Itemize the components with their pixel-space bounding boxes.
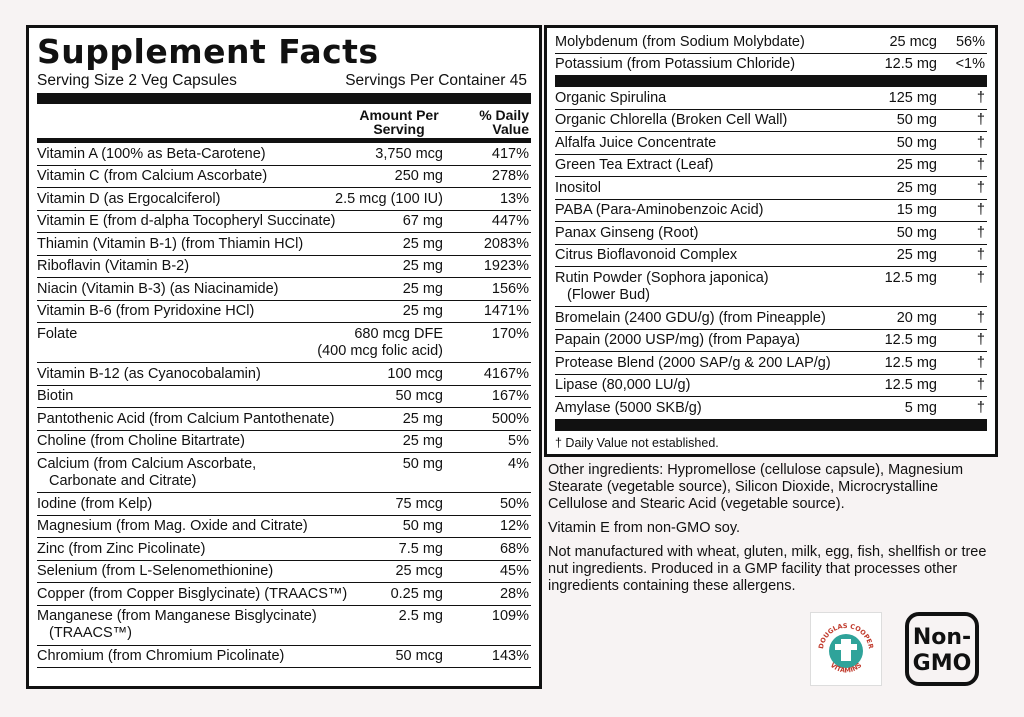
amount-per-serving: 50 mg — [896, 224, 937, 241]
nutrient-name: Vitamin B-12 (as Cyanocobalamin) — [37, 365, 261, 382]
nutrient-list-left — [37, 143, 531, 668]
amount-per-serving: 7.5 mg — [398, 540, 443, 557]
daily-value: † — [976, 399, 985, 416]
amount-per-serving: 2.5 mcg (100 IU) — [335, 190, 443, 207]
amount-per-serving: 25 mg — [896, 179, 937, 196]
amount-per-serving: 50 mg — [896, 112, 937, 128]
table-row — [37, 323, 531, 363]
nutrient-name: Vitamin E (from d-alpha Tocopheryl Succinate) — [37, 213, 336, 229]
table-row — [555, 31, 987, 54]
table-row — [37, 646, 531, 669]
table-row — [555, 307, 987, 330]
table-row — [555, 267, 987, 307]
amount-per-serving: 75 mcg — [395, 495, 443, 512]
daily-value: 5% — [508, 433, 529, 449]
vitamin-e-note: Vitamin E from non-GMO soy. — [548, 520, 741, 536]
footnote: † Daily Value not established. — [555, 435, 719, 450]
allergen-note: Not manufactured with wheat, gluten, milk, egg, fish, shellfish or tree nut ingredients. Produced in a GMP facility that processes other ingredients containing these allergens. — [548, 544, 987, 594]
nutrient-name: Organic Chlorella (Broken Cell Wall) — [555, 112, 788, 128]
amount-per-serving: 250 mg — [394, 168, 443, 184]
svg-text:DOUGLAS COOPER: DOUGLAS COOPER — [817, 621, 875, 650]
daily-value: † — [976, 332, 985, 348]
daily-value: 143% — [491, 648, 529, 664]
nutrient-name: Alfalfa Juice Concentrate — [555, 134, 717, 151]
daily-value: 12% — [499, 518, 529, 534]
daily-value: † — [976, 354, 985, 371]
nutrient-name: Vitamin B-6 (from Pyridoxine HCl) — [37, 303, 255, 319]
ingredient-notes — [548, 462, 998, 602]
serving-info — [37, 72, 531, 90]
daily-value: 1471% — [483, 303, 529, 319]
nutrient-name: Folate — [37, 325, 78, 342]
non-gmo-badge: Non- GMO — [905, 612, 979, 686]
table-row — [37, 386, 531, 409]
daily-value: 167% — [491, 388, 529, 404]
daily-value: <1% — [955, 56, 985, 72]
table-row — [37, 301, 531, 324]
amount-per-serving: 12.5 mg — [884, 354, 937, 371]
table-row — [37, 166, 531, 189]
daily-value: 4167% — [483, 365, 529, 382]
amount-per-serving: 3,750 mcg — [375, 145, 443, 162]
amount-per-serving: 25 mg — [402, 410, 443, 427]
amount-per-serving: 67 mg — [402, 213, 443, 229]
nutrient-name-continued: Carbonate and Citrate) — [49, 472, 197, 489]
table-row — [37, 188, 531, 211]
nutrient-name: Green Tea Extract (Leaf) — [555, 157, 714, 173]
amount-per-serving: 25 mcg — [395, 563, 443, 579]
table-row — [37, 143, 531, 166]
amount-per-serving: 25 mg — [402, 258, 443, 274]
column-header — [37, 104, 531, 138]
nutrient-name: Protease Blend (2000 SAP/g & 200 LAP/g) — [555, 354, 831, 371]
table-row — [555, 54, 987, 77]
nutrient-name: Potassium (from Potassium Chloride) — [555, 56, 796, 72]
amount-per-serving: 50 mg — [896, 134, 937, 151]
amount-per-serving: 5 mg — [904, 399, 937, 416]
table-row — [37, 256, 531, 279]
nutrient-name: Organic Spirulina — [555, 89, 667, 106]
table-row — [555, 397, 987, 420]
amount-per-serving: 50 mcg — [395, 648, 443, 664]
amount-per-serving: 25 mg — [896, 157, 937, 173]
nutrient-name: PABA (Para-Aminobenzoic Acid) — [555, 202, 764, 218]
daily-value: † — [976, 112, 985, 128]
amount-per-serving: 25 mcg — [889, 33, 937, 50]
servings-per-container: Servings Per Container 45 — [345, 72, 527, 89]
daily-value: † — [976, 157, 985, 173]
daily-value: 4% — [508, 455, 529, 472]
daily-value: 417% — [491, 145, 529, 162]
daily-value: † — [976, 89, 985, 106]
amount-per-serving: 12.5 mg — [884, 56, 937, 72]
page-title: Supplement Facts — [37, 32, 379, 71]
amount-per-serving: 15 mg — [896, 202, 937, 218]
daily-value: † — [976, 202, 985, 218]
nutrient-name: Manganese (from Manganese Bisglycinate) — [37, 608, 317, 624]
amount-per-serving: 25 mg — [402, 235, 443, 252]
nutrient-name: Thiamin (Vitamin B-1) (from Thiamin HCl) — [37, 235, 304, 252]
table-row — [555, 375, 987, 398]
table-row — [37, 561, 531, 584]
table-row — [37, 493, 531, 516]
amount-per-serving: 100 mcg — [387, 365, 443, 382]
table-row — [37, 408, 531, 431]
table-row — [37, 453, 531, 493]
nutrient-name: Riboflavin (Vitamin B-2) — [37, 258, 190, 274]
daily-value: 1923% — [483, 258, 529, 274]
serving-size: Serving Size 2 Veg Capsules — [37, 72, 237, 89]
table-row — [555, 222, 987, 245]
amount-per-serving: 0.25 mg — [390, 585, 443, 602]
daily-value: 109% — [491, 608, 529, 624]
other-ingredients: Other ingredients: Hypromellose (cellulose capsule), Magnesium Stearate (vegetable source), Silicon Dioxide, Microcrystalline Cellulose and Stearic Acid (vegetable source). — [548, 462, 964, 512]
nutrient-name: Pantothenic Acid (from Calcium Pantothenate) — [37, 410, 335, 427]
table-row — [555, 155, 987, 178]
table-row — [37, 278, 531, 301]
daily-value: † — [976, 224, 985, 241]
daily-value: † — [976, 309, 985, 326]
daily-value: 13% — [499, 190, 529, 207]
nutrient-name: Vitamin C (from Calcium Ascorbate) — [37, 168, 268, 184]
nutrient-name: Magnesium (from Mag. Oxide and Citrate) — [37, 518, 308, 534]
daily-value: † — [976, 179, 985, 196]
daily-value: † — [976, 269, 985, 286]
amount-per-serving-header: Amount Per Serving — [359, 107, 439, 137]
amount-per-serving: 25 mg — [896, 247, 937, 263]
table-row — [555, 330, 987, 353]
table-row — [37, 606, 531, 646]
nutrient-name: Zinc (from Zinc Picolinate) — [37, 540, 206, 557]
nutrient-name-continued: (TRAACS™) — [49, 625, 132, 641]
nutrient-name: Niacin (Vitamin B-3) (as Niacinamide) — [37, 280, 279, 297]
table-row — [555, 200, 987, 223]
nutrient-name: Iodine (from Kelp) — [37, 495, 153, 512]
daily-value: † — [976, 377, 985, 393]
nutrient-name-continued: (Flower Bud) — [567, 286, 650, 303]
nutrient-name: Copper (from Copper Bisglycinate) (TRAACS™) — [37, 585, 348, 602]
nutrient-name: Vitamin D (as Ergocalciferol) — [37, 190, 221, 207]
table-row — [555, 87, 987, 110]
table-row — [555, 352, 987, 375]
svg-text:VITAMINS: VITAMINS — [828, 661, 864, 675]
divider-thick — [555, 420, 987, 431]
nutrient-name: Selenium (from L-Selenomethionine) — [37, 563, 274, 579]
amount-per-serving: 25 mg — [402, 303, 443, 319]
supplement-facts-panel-left — [26, 25, 542, 689]
nutrient-name: Panax Ginseng (Root) — [555, 224, 699, 241]
nutrient-name: Calcium (from Calcium Ascorbate, — [37, 455, 257, 472]
nutrient-name: Citrus Bioflavonoid Complex — [555, 247, 738, 263]
nutrient-list-right-top — [555, 31, 987, 76]
amount-per-serving: 12.5 mg — [884, 377, 937, 393]
brand-logo — [810, 612, 882, 686]
divider-thick — [37, 93, 531, 104]
amount-per-serving: 50 mg — [402, 518, 443, 534]
amount-per-serving: 25 mg — [402, 280, 443, 297]
nutrient-name: Vitamin A (100% as Beta-Carotene) — [37, 145, 266, 162]
daily-value: 500% — [491, 410, 529, 427]
daily-value: 170% — [491, 325, 529, 342]
table-row — [555, 245, 987, 268]
ingredient-list-right — [555, 87, 987, 420]
daily-value: 45% — [499, 563, 529, 579]
nutrient-name: Bromelain (2400 GDU/g) (from Pineapple) — [555, 309, 826, 326]
nutrient-name: Molybdenum (from Sodium Molybdate) — [555, 33, 805, 50]
daily-value: 278% — [491, 168, 529, 184]
table-row — [37, 363, 531, 386]
daily-value: 447% — [491, 213, 529, 229]
daily-value: 56% — [955, 33, 985, 50]
nutrient-name: Amylase (5000 SKB/g) — [555, 399, 702, 416]
amount-per-serving: 25 mg — [402, 433, 443, 449]
amount-per-serving: 2.5 mg — [398, 608, 443, 624]
daily-value-header: % Daily Value — [479, 107, 529, 137]
table-row — [37, 516, 531, 539]
amount-per-serving: 125 mg — [888, 89, 937, 106]
amount-per-serving: 680 mcg DFE (400 mcg folic acid) — [317, 325, 443, 359]
daily-value: 68% — [499, 540, 529, 557]
table-row — [37, 211, 531, 234]
daily-value: 156% — [491, 280, 529, 297]
nutrient-name: Papain (2000 USP/mg) (from Papaya) — [555, 332, 800, 348]
table-row — [555, 110, 987, 133]
daily-value: † — [976, 134, 985, 151]
divider-thick — [555, 76, 987, 87]
nutrient-name: Lipase (80,000 LU/g) — [555, 377, 691, 393]
table-row — [555, 132, 987, 155]
amount-per-serving: 50 mcg — [395, 388, 443, 404]
table-row — [37, 431, 531, 454]
daily-value: 50% — [499, 495, 529, 512]
nutrient-name: Inositol — [555, 179, 601, 196]
daily-value: 2083% — [483, 235, 529, 252]
table-row — [37, 233, 531, 256]
table-row — [555, 177, 987, 200]
nutrient-name: Chromium (from Chromium Picolinate) — [37, 648, 285, 664]
table-row — [37, 583, 531, 606]
nutrient-name: Biotin — [37, 388, 74, 404]
amount-per-serving: 50 mg — [402, 455, 443, 472]
amount-per-serving: 12.5 mg — [884, 269, 937, 286]
nutrient-name: Rutin Powder (Sophora japonica) — [555, 269, 769, 286]
daily-value: 28% — [499, 585, 529, 602]
nutrient-name: Choline (from Choline Bitartrate) — [37, 433, 245, 449]
table-row — [37, 538, 531, 561]
amount-per-serving: 20 mg — [896, 309, 937, 326]
daily-value: † — [976, 247, 985, 263]
supplement-facts-panel-right — [544, 25, 998, 457]
amount-per-serving: 12.5 mg — [884, 332, 937, 348]
